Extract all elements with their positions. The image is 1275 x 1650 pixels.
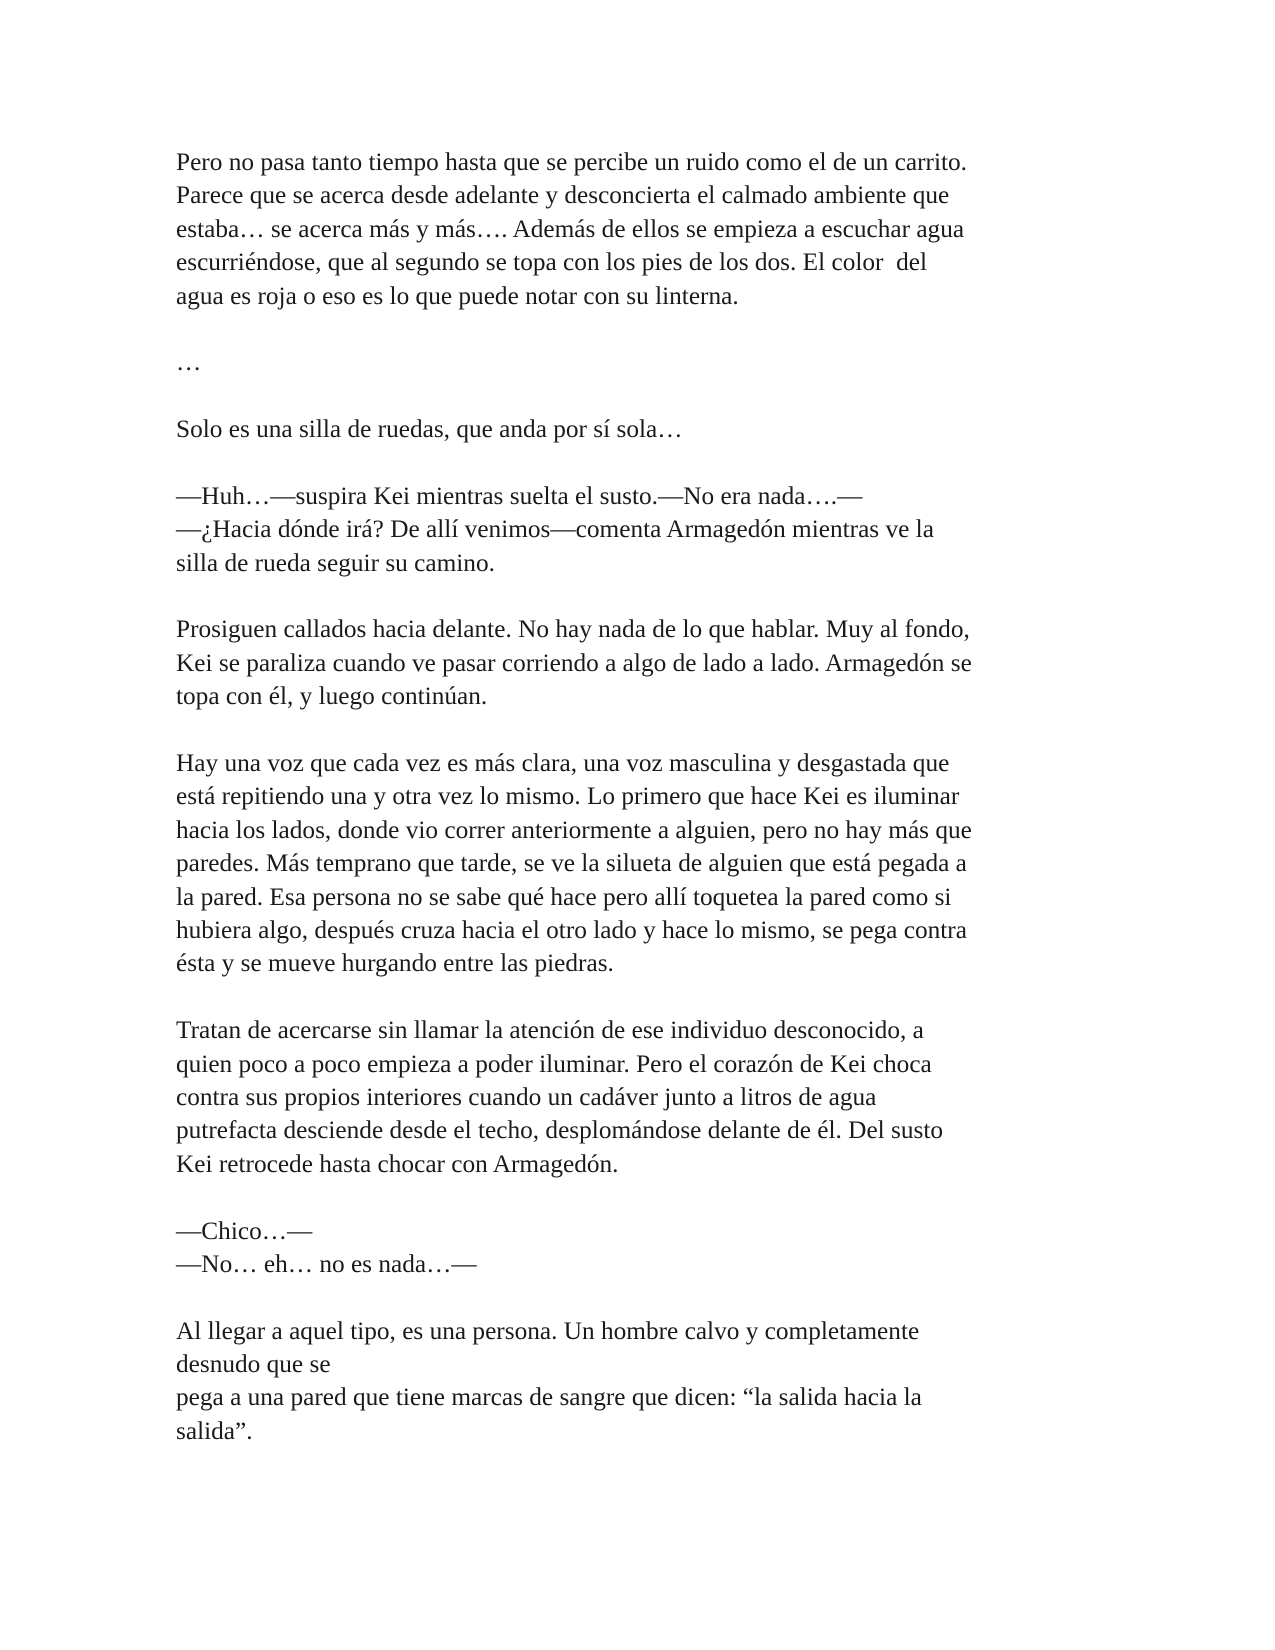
text-line: Kei se paraliza cuando ve pasar corriendo a algo de lado a lado. Armagedón se — [176, 648, 972, 677]
text-line: topa con él, y luego continúan. — [176, 682, 488, 711]
paragraph — [176, 1014, 1106, 1181]
text-line: Parece que se acerca desde adelante y desconcierta el calmado ambiente que — [176, 181, 950, 210]
paragraph — [176, 747, 1106, 981]
text-line: salida”. — [176, 1416, 253, 1445]
text-line: agua es roja o eso es lo que puede notar con su linterna. — [176, 281, 739, 310]
text-line: contra sus propios interiores cuando un cadáver junto a litros de agua — [176, 1082, 877, 1111]
text-line: pega a una pared que tiene marcas de sangre que dicen: “la salida hacia la — [176, 1383, 922, 1412]
text-line: Tratan de acercarse sin llamar la atención de ese individuo desconocido, a — [176, 1016, 924, 1045]
dialogue-line: silla de rueda seguir su camino. — [176, 548, 495, 577]
paragraph — [176, 346, 1106, 379]
text-line: Hay una voz que cada vez es más clara, una voz masculina y desgastada que — [176, 749, 950, 778]
paragraph — [176, 1315, 1106, 1449]
paragraph-gap — [176, 714, 1106, 747]
paragraph-gap — [176, 447, 1106, 480]
paragraph-gap — [176, 313, 1106, 346]
text-line: la pared. Esa persona no se sabe qué hace pero allí toquetea la pared como si — [176, 882, 952, 911]
text-line: Solo es una silla de ruedas, que anda por sí sola… — [176, 415, 683, 444]
dialogue-line: —Huh…—suspira Kei mientras suelta el susto.—No era nada….— — [176, 481, 863, 510]
text-line: ésta y se mueve hurgando entre las piedras. — [176, 949, 614, 978]
text-line: desnudo que se — [176, 1350, 331, 1379]
text-line: escurriéndose, que al segundo se topa con los pies de los dos. El color del — [176, 248, 928, 277]
text-line: paredes. Más temprano que tarde, se ve la silueta de alguien que está pegada a — [176, 849, 967, 878]
dialogue-line: —¿Hacia dónde irá? De allí venimos—comenta Armagedón mientras ve la — [176, 515, 934, 544]
paragraph-gap — [176, 380, 1106, 413]
text-line: Prosiguen callados hacia delante. No hay nada de lo que hablar. Muy al fondo, — [176, 615, 970, 644]
text-line: hacia los lados, donde vio correr anteriormente a alguien, pero no hay más que — [176, 815, 972, 844]
text-line: está repitiendo una y otra vez lo mismo. Lo primero que hace Kei es iluminar — [176, 782, 960, 811]
text-line: Kei retrocede hasta chocar con Armagedón. — [176, 1149, 619, 1178]
paragraph-gap — [176, 981, 1106, 1014]
text-line: quien poco a poco empieza a poder iluminar. Pero el corazón de Kei choca — [176, 1049, 932, 1078]
paragraph-gap — [176, 1281, 1106, 1314]
dialogue-line: —Chico…— — [176, 1216, 313, 1245]
dialogue — [176, 1215, 1106, 1282]
text-line: Al llegar a aquel tipo, es una persona. Un hombre calvo y completamente — [176, 1316, 920, 1345]
paragraph-gap — [176, 1181, 1106, 1214]
text-line: estaba… se acerca más y más…. Además de ellos se empieza a escuchar agua — [176, 214, 965, 243]
paragraph — [176, 146, 1106, 313]
text-line: putrefacta desciende desde el techo, desplomándose delante de él. Del susto — [176, 1116, 944, 1145]
body-text — [176, 146, 1106, 1448]
dialogue — [176, 480, 1106, 580]
text-line: Pero no pasa tanto tiempo hasta que se percibe un ruido como el de un carrito. — [176, 148, 967, 176]
paragraph-gap — [176, 580, 1106, 613]
text-line: hubiera algo, después cruza hacia el otro lado y hace lo mismo, se pega contra — [176, 915, 967, 944]
paragraph — [176, 613, 1106, 713]
paragraph — [176, 413, 1106, 446]
ellipsis-line: … — [176, 348, 202, 377]
dialogue-line: —No… eh… no es nada…— — [176, 1249, 477, 1278]
